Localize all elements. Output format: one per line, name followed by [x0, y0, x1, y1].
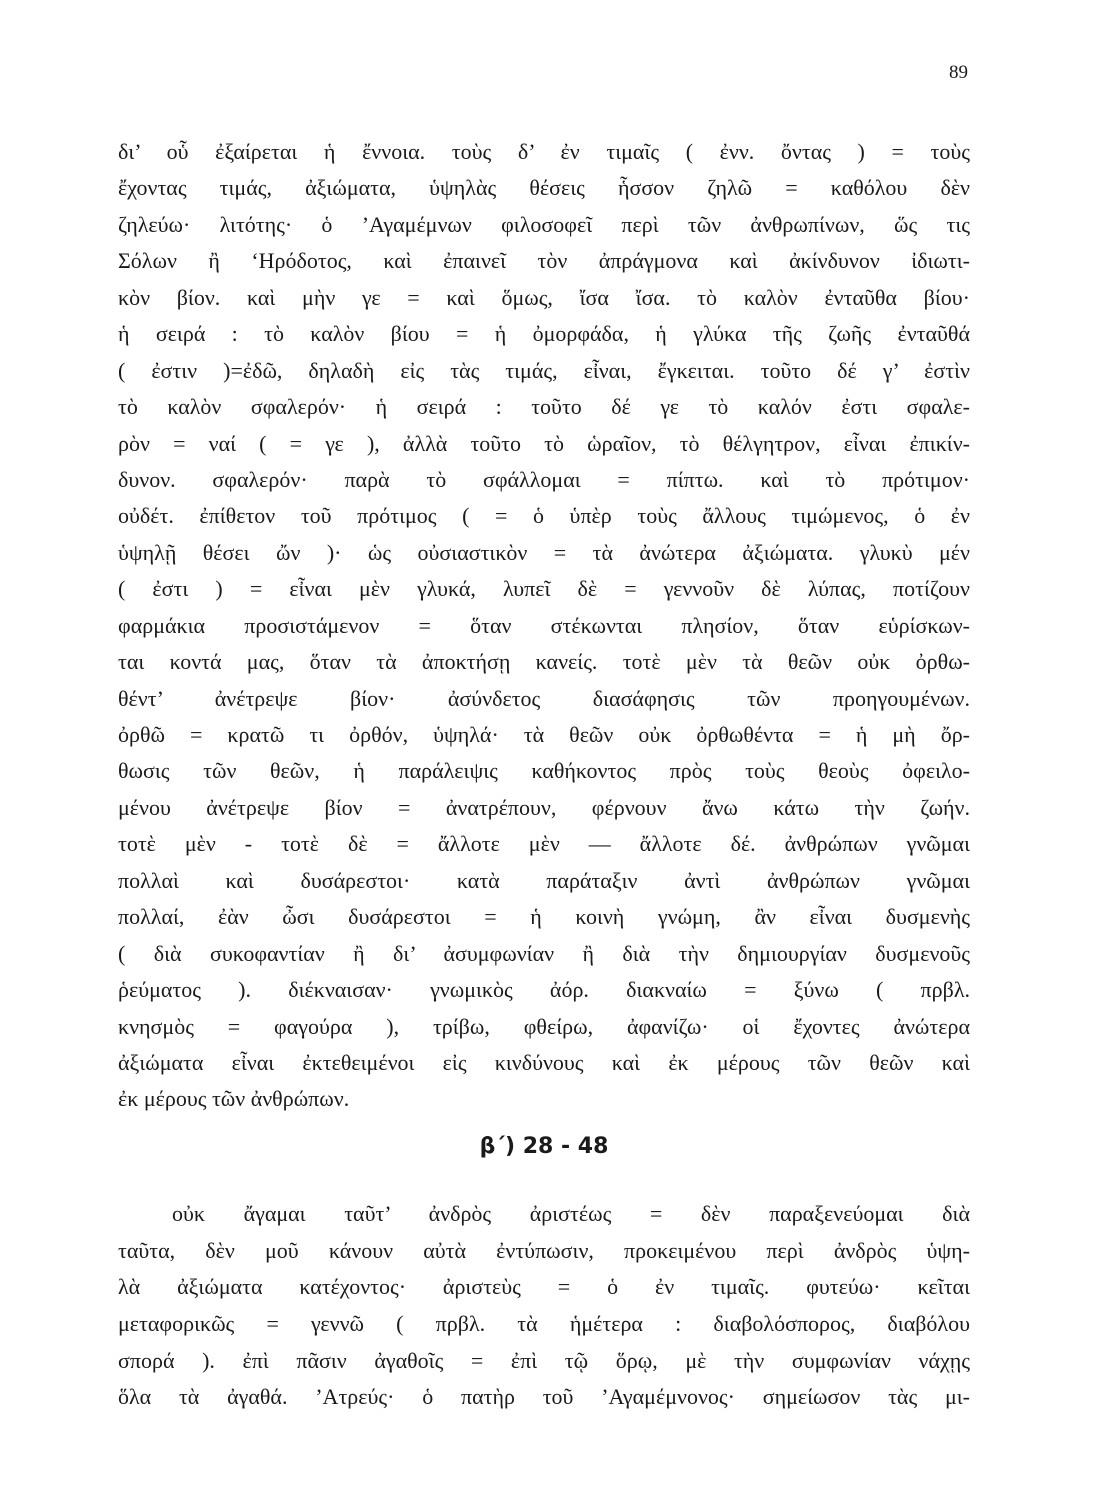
text-line: δυνον. σφαλερόν· παρὰ τὸ σφάλλομαι = πίπτω. καὶ τὸ πρότιμον· [118, 466, 970, 492]
text-line: σπορά ). ἐπὶ πᾶσιν ἀγαθοῖς = ἐπὶ τῷ ὅρῳ, μὲ τὴν συμφωνίαν νάχῃς [118, 1347, 970, 1373]
text-line: τοτὲ μὲν - τοτὲ δὲ = ἄλλοτε μὲν — ἄλλοτε δέ. ἀνθρώπων γνῶμαι [118, 831, 970, 857]
text-line: δι’ οὗ ἐξαίρεται ἡ ἔννοια. τοὺς δ’ ἐν τιμαῖς ( ἐνν. ὄντας ) = τοὺς [118, 139, 970, 164]
text-line: οὐδέτ. ἐπίθετον τοῦ πρότιμος ( = ὁ ὑπὲρ τοὺς ἄλλους τιμώμενος, ὁ ἐν [118, 503, 970, 529]
text-line: κνησμὸς = φαγούρα ), τρίβω, φθείρω, ἀφανίζω· οἱ ἔχοντες ἀνώτερα [118, 1013, 970, 1039]
page-number: 89 [949, 62, 968, 83]
text-line: ( ἐστιν )=ἐδῶ, δηλαδὴ εἰς τὰς τιμάς, εἶναι, ἔγκειται. τοῦτο δέ γ’ ἐστὶν [118, 357, 970, 383]
text-line: μεταφορικῶς = γεννῶ ( πρβλ. τὰ ἡμέτερα : διαβολόσπορος, διαβόλου [118, 1311, 970, 1337]
section-heading: β΄) 28 - 48 [479, 1134, 609, 1159]
text-line: οὐκ ἄγαμαι ταῦτ’ ἀνδρὸς ἀριστέως = δὲν παραξενεύομαι διὰ [172, 1201, 970, 1226]
commentary-paragraph-1 [118, 134, 970, 1118]
text-line: ( ἐστι ) = εἶναι μὲν γλυκά, λυπεῖ δὲ = γεννοῦν δὲ λύπας, ποτίζουν [118, 576, 970, 602]
text-line: μένου ἀνέτρεψε βίον = ἀνατρέπουν, φέρνουν ἄνω κάτω τὴν ζωήν. [118, 794, 970, 820]
text-line: ταῦτα, δὲν μοῦ κάνουν αὐτὰ ἐντύπωσιν, προκειμένου περὶ ἀνδρὸς ὑψη- [118, 1237, 970, 1263]
text-line: Σόλων ἢ ‘Ηρόδοτος, καὶ ἐπαινεῖ τὸν ἀπράγμονα καὶ ἀκίνδυνον ἰδιωτι- [118, 248, 970, 274]
text-line: ται κοντά μας, ὅταν τὰ ἀποκτήσῃ κανείς. τοτὲ μὲν τὰ θεῶν οὐκ ὀρθω- [118, 649, 970, 675]
text-line: ἐκ μέρους τῶν ἀνθρώπων. [118, 1086, 350, 1112]
text-line: κὸν βίον. καὶ μὴν γε = καὶ ὅμως, ἴσα ἴσα. τὸ καλὸν ἐνταῦθα βίου· [118, 284, 970, 310]
text-line: πολλαί, ἐὰν ὦσι δυσάρεστοι = ἡ κοινὴ γνώμη, ἂν εἶναι δυσμενὴς [118, 904, 970, 930]
text-line: ῥεύματος ). διέκναισαν· γνωμικὸς ἀόρ. διακναίω = ξύνω ( πρβλ. [118, 977, 970, 1003]
text-line: φαρμάκια προσιστάμενον = ὅταν στέκωνται πλησίον, ὅταν εὑρίσκων- [118, 612, 970, 638]
text-line: ὅλα τὰ ἀγαθά. ’Ατρεύς· ὁ πατὴρ τοῦ ’Αγαμέμνονος· σημείωσον τὰς μι- [118, 1384, 970, 1410]
text-line: λὰ ἀξιώματα κατέχοντος· ἀριστεὺς = ὁ ἐν τιμαῖς. φυτεύω· κεῖται [118, 1274, 970, 1300]
text-line: θωσις τῶν θεῶν, ἡ παράλειψις καθήκοντος πρὸς τοὺς θεοὺς ὀφειλο- [118, 758, 970, 784]
text-line: τὸ καλὸν σφαλερόν· ἡ σειρά : τοῦτο δέ γε τὸ καλόν ἐστι σφαλε- [118, 394, 970, 420]
commentary-paragraph-2 [118, 1196, 970, 1416]
text-line: ( διὰ συκοφαντίαν ἢ δι’ ἀσυμφωνίαν ἢ διὰ τὴν δημιουργίαν δυσμενοῦς [118, 940, 970, 966]
text-line: ρὸν = ναί ( = γε ), ἀλλὰ τοῦτο τὸ ὡραῖον, τὸ θέλγητρον, εἶναι ἐπικίν- [118, 430, 970, 456]
text-line: ἔχοντας τιμάς, ἀξιώματα, ὑψηλὰς θέσεις ἧσσον ζηλῶ = καθόλου δὲν [118, 175, 970, 201]
text-line: ὀρθῶ = κρατῶ τι ὀρθόν, ὑψηλά· τὰ θεῶν οὐκ ὀρθωθέντα = ἡ μὴ ὄρ- [118, 722, 970, 747]
text-line: ἡ σειρά : τὸ καλὸν βίου = ἡ ὀμορφάδα, ἡ γλύκα τῆς ζωῆς ἐνταῦθά [118, 321, 970, 347]
text-line: θέντ’ ἀνέτρεψε βίον· ἀσύνδετος διασάφησις τῶν προηγουμένων. [118, 685, 970, 711]
text-line: πολλαὶ καὶ δυσάρεστοι· κατὰ παράταξιν ἀντὶ ἀνθρώπων γνῶμαι [118, 867, 970, 893]
text-line: ὑψηλῇ θέσει ὤν )· ὡς οὐσιαστικὸν = τὰ ἀνώτερα ἀξιώματα. γλυκὺ μέν [118, 539, 970, 565]
text-line: ζηλεύω· λιτότης· ὁ ’Αγαμέμνων φιλοσοφεῖ περὶ τῶν ἀνθρωπίνων, ὥς τις [118, 211, 970, 237]
text-line: ἀξιώματα εἶναι ἐκτεθειμένοι εἰς κινδύνους καὶ ἐκ μέρους τῶν θεῶν καὶ [118, 1049, 970, 1075]
